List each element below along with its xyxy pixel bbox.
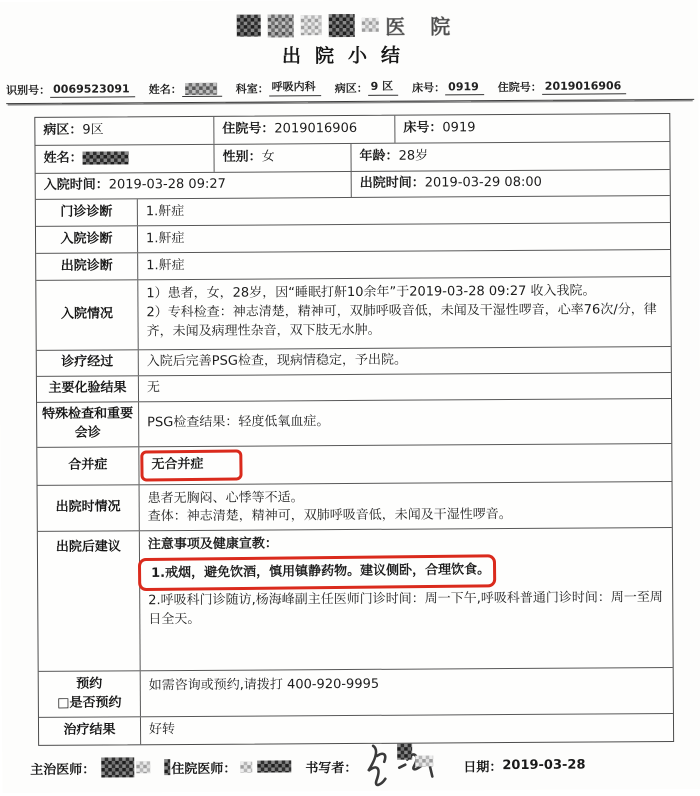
- redacted-hospital-char-block: [267, 14, 293, 37]
- ward-field: [335, 78, 399, 96]
- table-row-treatment-course: [37, 347, 671, 377]
- redacted-attending-name-block: [101, 757, 134, 777]
- appointment-label-line1: 预约: [76, 676, 103, 692]
- discharge-advice-value: [139, 528, 673, 670]
- stay-number-value: 2019016906: [542, 79, 627, 95]
- special-exams-label-line2: 会诊: [74, 425, 101, 441]
- outpatient-diagnosis-value: 1.鼾症: [137, 196, 670, 225]
- admission-diagnosis-value: 1.鼾症: [137, 223, 670, 252]
- admission-diagnosis-label: 入院诊断: [60, 231, 113, 247]
- redaction-artifact-block: [164, 759, 170, 775]
- admit-time-cell: [36, 172, 351, 199]
- table-row-discharge-status: [38, 482, 672, 533]
- bed-number-cell: [394, 114, 669, 143]
- discharge-status-line2: 查体：神志清楚，精神可，双肺呼吸音低，未闻及干湿性啰音。: [147, 507, 512, 525]
- department-label: 科室：: [235, 82, 269, 96]
- appointment-value: 如需咨询或预约,请拨打 400-920-9995: [140, 668, 673, 716]
- resident-physician-label: 住院医师：: [171, 761, 237, 777]
- table-row-admission-status: [36, 277, 670, 351]
- redacted-hospital-char-block: [361, 18, 378, 32]
- discharge-status-line1: 患者无胸闷、心悸等不适。: [147, 489, 304, 506]
- ward-cell-value: 9区: [82, 122, 104, 138]
- discharge-time-label: 出院时间：: [359, 175, 425, 192]
- stay-number-cell: [213, 116, 394, 144]
- discharge-time-value: 2019-03-29 08:00: [424, 174, 542, 191]
- document-title: 出院小结: [281, 44, 414, 68]
- ward-cell-label: 病区：: [43, 122, 83, 138]
- patient-id-value: 0069523091: [50, 82, 135, 98]
- bed-field: [412, 79, 484, 95]
- age-cell: [350, 142, 669, 171]
- redacted-resident-name-block: [257, 760, 291, 772]
- redacted-hospital-char-block: [328, 13, 354, 36]
- stay-number-cell-value: 2019016906: [274, 121, 358, 137]
- summary-table: [34, 113, 674, 746]
- lab-results-value: 无: [138, 373, 671, 401]
- comorbidity-label: 合并症: [68, 457, 108, 473]
- table-row-ward: [35, 114, 669, 146]
- discharge-diagnosis-label: 出院诊断: [60, 258, 113, 274]
- patient-id-field: [6, 81, 135, 98]
- admit-time-label: 入院时间：: [43, 177, 109, 193]
- attending-physician-label: 主治医师：: [30, 762, 96, 778]
- writer-field: [305, 741, 447, 790]
- hospital-name-suffix: 医 院: [385, 13, 460, 39]
- appointment-label: [39, 672, 140, 718]
- stay-number-field: [498, 78, 627, 95]
- signature-footer: [30, 740, 680, 792]
- department-value: 呼吸内科: [269, 78, 321, 96]
- comorbidity-highlight-box: 无合并症: [140, 449, 242, 481]
- gender-cell-label: 性别：: [222, 149, 262, 165]
- resident-physician-field: [164, 757, 291, 777]
- stay-number-cell-label: 住院号：: [222, 121, 275, 137]
- document-header: [0, 0, 698, 70]
- patient-id-label: 识别号：: [6, 83, 51, 98]
- comorbidity-value-cell: [138, 444, 671, 484]
- special-exams-value: PSG检查结果：轻度低氧血症。: [138, 399, 671, 446]
- stay-number-label: 住院号：: [497, 80, 542, 95]
- lab-results-label: 主要化验结果: [48, 380, 127, 396]
- table-row-special-exams: [37, 399, 671, 448]
- gender-cell: [213, 144, 350, 172]
- admit-time-value: 2019-03-28 09:27: [108, 176, 226, 193]
- ward-cell: [35, 117, 213, 145]
- bed-number-cell-value: 0919: [442, 120, 476, 136]
- identification-line: [6, 76, 694, 104]
- redacted-signature-block: [397, 744, 412, 760]
- treatment-result-label: 治疗结果: [63, 722, 116, 739]
- table-row-times: [36, 170, 670, 200]
- redacted-resident-name-block: [240, 761, 252, 772]
- table-row-patient: [35, 142, 669, 174]
- admission-status-label: 入院情况: [60, 306, 114, 322]
- treatment-course-value: 入院后完善PSG检查，现病情稳定，予出院。: [138, 347, 671, 375]
- treatment-result-value: 好转: [140, 714, 673, 744]
- date-field: [463, 755, 585, 775]
- admission-status-value: [137, 277, 670, 349]
- name-cell: [35, 145, 213, 173]
- gender-cell-value: 女: [261, 149, 275, 165]
- discharge-diagnosis-value: 1.鼾症: [137, 250, 670, 279]
- table-row-outpatient-diagnosis: [36, 196, 670, 227]
- redacted-signature-block: [415, 755, 433, 766]
- ward-value: 9 区: [368, 78, 399, 96]
- patient-name-field: [149, 81, 222, 97]
- table-row-discharge-advice: [38, 528, 673, 672]
- attending-physician-field: [30, 757, 150, 778]
- redacted-hospital-char-block: [300, 15, 321, 35]
- table-row-admission-diagnosis: [36, 223, 670, 254]
- appointment-checkbox-label: □是否预约: [57, 695, 122, 711]
- date-label: 日期：: [463, 759, 503, 775]
- department-field: [236, 78, 321, 97]
- admission-status-line1: 1）患者，女，28岁，因“睡眠打鼾10余年”于2019-03-28 09:27 收入我院。: [146, 283, 596, 302]
- redacted-name-block: [83, 151, 129, 164]
- treatment-course-label: 诊疗经过: [61, 354, 114, 370]
- table-row-lab-results: [37, 373, 671, 403]
- handwritten-signature: [363, 741, 441, 789]
- bed-number-cell-label: 床号：: [403, 120, 443, 136]
- discharge-status-label: 出院时情况: [55, 499, 121, 515]
- discharge-advice-highlight-box: 1.戒烟，避免饮酒，慎用镇静药物。建议侧卧，合理饮食。: [138, 554, 496, 591]
- redacted-hospital-char-block: [236, 15, 260, 37]
- special-exams-label: [37, 402, 138, 446]
- discharge-advice-intro: 注意事项及健康宣教：: [147, 536, 278, 553]
- ward-label: 病区：: [334, 81, 368, 96]
- bed-value: 0919: [445, 80, 484, 95]
- age-cell-label: 年龄：: [359, 148, 399, 165]
- redacted-patient-name-block: [182, 82, 222, 97]
- discharge-advice-label: 出院后建议: [55, 539, 121, 556]
- discharge-time-cell: [351, 170, 670, 197]
- writer-label: 书写者：: [305, 760, 358, 776]
- redacted-attending-name-block: [136, 761, 150, 773]
- hospital-name-line: [0, 10, 698, 40]
- age-cell-value: 28岁: [398, 148, 429, 164]
- name-cell-label: 姓名：: [43, 150, 83, 166]
- special-exams-label-line1: 特殊检查和重要: [42, 406, 134, 422]
- patient-name-label: 姓名：: [148, 83, 182, 97]
- table-row-appointment: [39, 668, 673, 718]
- discharge-status-value: [139, 482, 672, 531]
- bed-label: 床号：: [412, 81, 446, 95]
- discharge-advice-line2: 2.呼吸科门诊随访,杨海峰副主任医师门诊时间：周一下午,呼吸科普通门诊时间：周一至周日全天。: [148, 589, 663, 627]
- outpatient-diagnosis-label: 门诊诊断: [60, 204, 113, 220]
- date-value: 2019-03-28: [502, 757, 586, 773]
- admission-status-line2: 2）专科检查：神志清楚，精神可，双肺呼吸音低，未闻及干湿性啰音，心率76次/分，律齐，未闻及病理性杂音，双下肢无水肿。: [146, 301, 657, 339]
- table-row-comorbidity: [37, 444, 671, 486]
- table-row-discharge-diagnosis: [36, 250, 670, 281]
